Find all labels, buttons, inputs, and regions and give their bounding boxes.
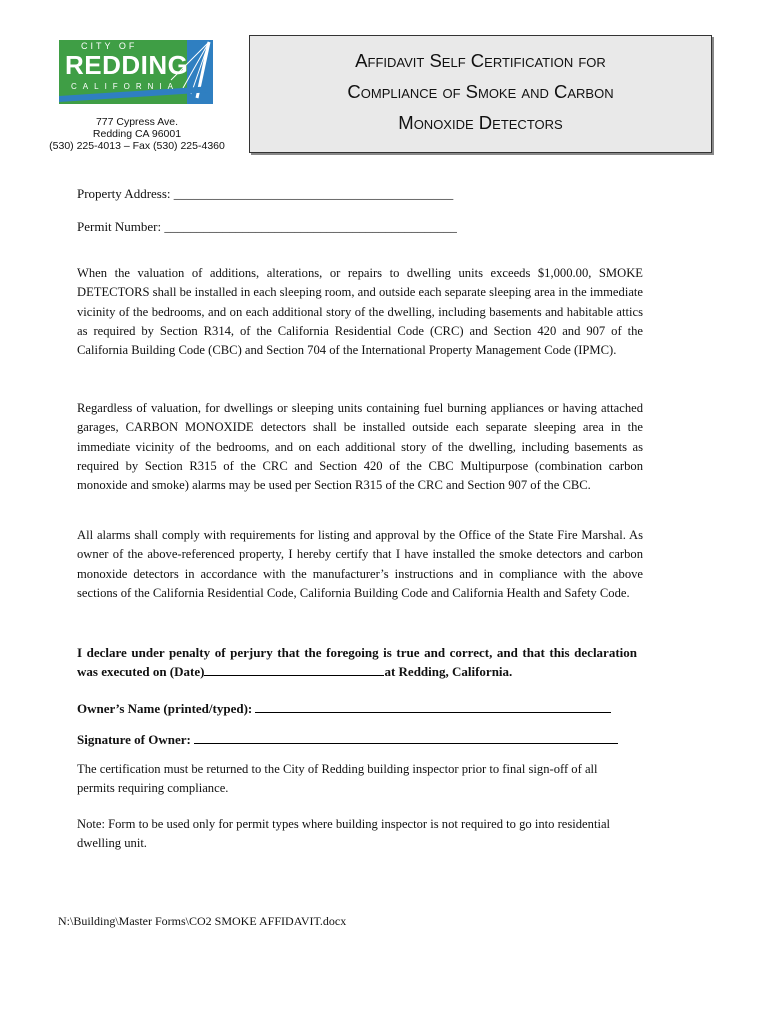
- declaration-location: at Redding, California.: [384, 664, 513, 679]
- smoke-detector-paragraph: When the valuation of additions, alterations, or repairs to dwelling units exceeds $1,000.00, SMOKE DETECTORS shall be installed in each sleeping room, and outside each separate sleeping area in the immediate vicinity of the bedrooms, and on each additional story of the dwelling, including basements and habitable attics as required by Section R314, of the California Residential Code (CRC) and Section 420 and 907 of the California Building Code (CBC) and Section 704 of the International Property Management Code (IPMC).: [77, 266, 643, 358]
- logo-city-text: CITY OF: [81, 41, 138, 51]
- logo-name-text: REDDING: [65, 50, 189, 80]
- perjury-declaration: [77, 643, 637, 681]
- signature-row: [77, 730, 618, 748]
- usage-note: Note: Form to be used only for permit types where building inspector is not required to go into residential dwelling unit.: [77, 817, 611, 851]
- date-field[interactable]: [204, 662, 384, 676]
- document-title: Affidavit Self Certification for Compliance of Smoke and Carbon Monoxide Detectors: [347, 50, 614, 133]
- carbon-monoxide-paragraph: Regardless of valuation, for dwellings or sleeping units containing fuel burning appliances or having attached garages, CARBON MONOXIDE detectors shall be installed outside each separate sleeping area in the immediate vicinity of the bedrooms, and on each additional story of the dwelling, including basements as required by Section R315 of the CRC and Section 420 of the CBC Multipurpose (combination carbon monoxide and smoke) alarms may be used per Section R315 of the CRC and Section 907 of the CBC.: [77, 401, 643, 493]
- signature-label: Signature of Owner:: [77, 732, 191, 747]
- signature-field[interactable]: [194, 730, 618, 744]
- city-logo: [59, 40, 213, 104]
- property-address-field[interactable]: Property Address: ___________________________________________: [77, 186, 454, 201]
- owner-name-field[interactable]: [255, 699, 611, 713]
- address-city: Redding CA 96001: [92, 128, 182, 140]
- return-note: The certification must be returned to the City of Redding building inspector prior to final sign-off of all permits requiring compliance.: [77, 762, 598, 796]
- declaration-text: I declare under penalty of perjury that the foregoing is true and correct, and that this declaration was executed on (Date): [77, 645, 637, 679]
- title-box: [249, 35, 712, 153]
- address-street: 777 Cypress Ave.: [95, 116, 179, 128]
- address-phone-fax: (530) 225-4013 – Fax (530) 225-4360: [49, 140, 225, 152]
- owner-name-label: Owner’s Name (printed/typed):: [77, 701, 253, 716]
- footer-file-path: N:\Building\Master Forms\CO2 SMOKE AFFIDAVIT.docx: [58, 914, 347, 928]
- permit-number-field[interactable]: Permit Number: _____________________________________________: [77, 219, 457, 234]
- city-address: [40, 116, 234, 152]
- logo-state-text: CALIFORNIA: [71, 82, 180, 91]
- owner-name-row: [77, 699, 611, 717]
- compliance-paragraph: All alarms shall comply with requirements for listing and approval by the Office of the State Fire Marshal. As owner of the above-referenced property, I hereby certify that I have installed the smoke detectors and carbon monoxide detectors in accordance with the manufacturer’s instructions and in compliance with the above sections of the California Residential Code, California Building Code and California Health and Safety Code.: [77, 528, 643, 600]
